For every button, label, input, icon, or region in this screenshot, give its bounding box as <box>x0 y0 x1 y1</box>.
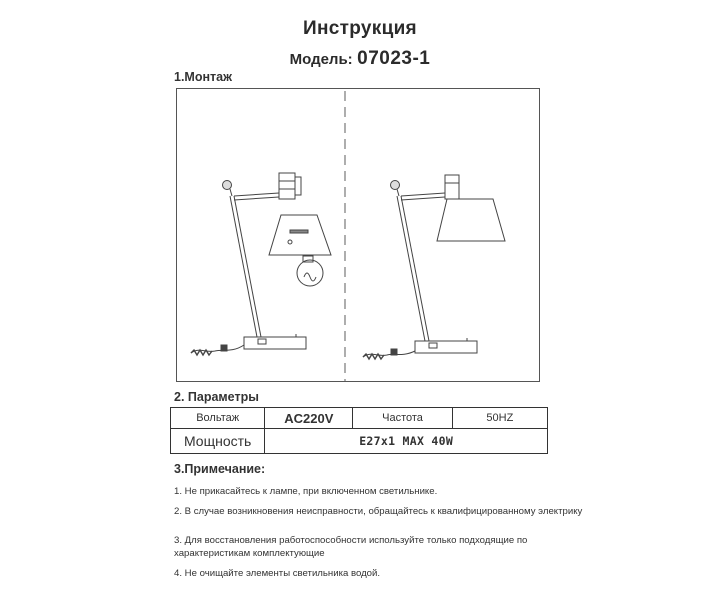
assembly-diagram <box>177 89 541 383</box>
lamp-socket-left <box>279 173 295 199</box>
shade-bracket-left <box>290 230 308 233</box>
voltage-label: Вольтаж <box>171 408 265 429</box>
base-switch-left <box>258 339 266 344</box>
section-notes-heading: 3.Примечание: <box>174 462 266 476</box>
table-row <box>171 429 548 454</box>
lamp-arm-right <box>401 193 445 196</box>
lamp-base-left <box>244 337 306 349</box>
section-assembly-heading: 1.Монтаж <box>174 70 232 84</box>
pole-knob-right <box>391 181 400 190</box>
lamp-shade-left <box>269 215 331 255</box>
lamp-base-right <box>415 341 477 353</box>
frequency-value: 50HZ <box>452 408 547 429</box>
assembly-figure <box>176 88 540 382</box>
note-item-4: 4. Не очищайте элементы светильника водой. <box>174 568 381 579</box>
voltage-value: AC220V <box>265 408 353 429</box>
lamp-arm-left <box>234 193 279 196</box>
model-label: Модель: <box>289 51 353 68</box>
lamp-shade-right <box>437 199 505 241</box>
pole-knob-left <box>223 181 232 190</box>
model-line <box>0 48 720 70</box>
lamp-socket-right <box>445 175 459 199</box>
lamp-pole-left <box>230 196 257 337</box>
base-switch-right <box>429 343 437 348</box>
page-title: Инструкция <box>303 18 417 39</box>
parameters-table <box>170 407 548 454</box>
frequency-label: Частота <box>353 408 452 429</box>
power-value: E27x1 MAX 40W <box>265 429 548 454</box>
model-value: 07023-1 <box>357 48 431 69</box>
lamp-bulb-left <box>297 260 323 286</box>
note-item-2: 2. В случае возникновения неисправности, обращайтесь к квалифицированному электрику <box>174 506 583 517</box>
note-item-3: 3. Для восстановления работоспособности используйте только подходящие по характеристикам комплектующие <box>174 535 528 559</box>
note-item-1: 1. Не прикасайтесь к лампе, при включенном светильнике. <box>174 486 438 497</box>
power-label: Мощность <box>171 429 265 454</box>
section-parameters-heading: 2. Параметры <box>174 390 259 404</box>
lamp-disassembled <box>191 173 331 355</box>
lamp-assembled <box>363 175 505 359</box>
table-row <box>171 408 548 429</box>
lamp-pole-right <box>397 196 425 341</box>
